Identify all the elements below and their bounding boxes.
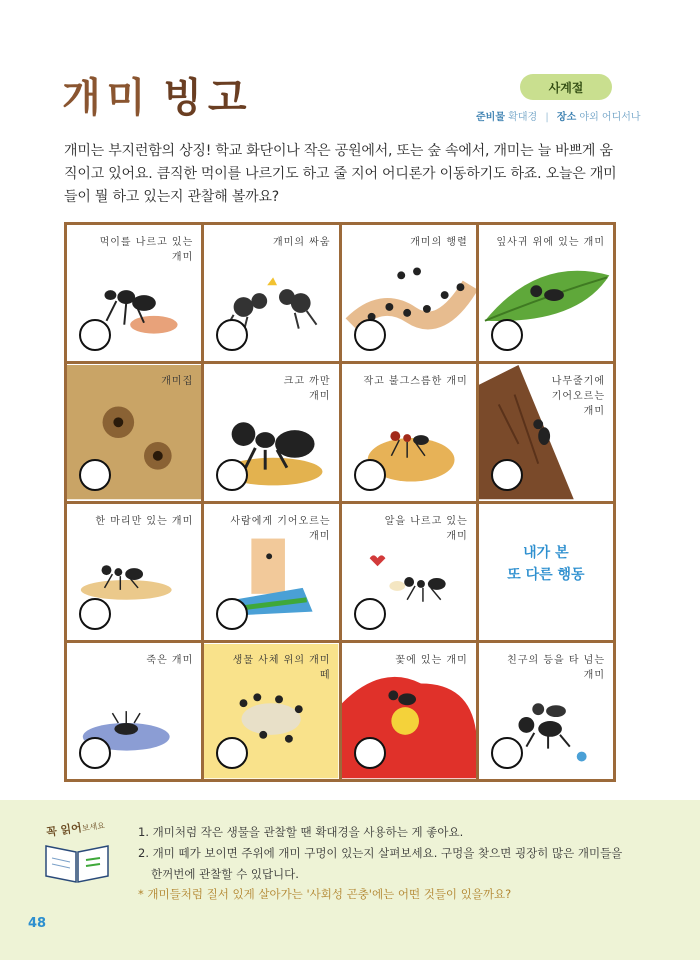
must-read-tag: 꼭 읽어보세요	[45, 820, 106, 840]
bingo-cell[interactable]	[204, 643, 338, 779]
cell-label: 크고 까만 개미	[283, 376, 331, 403]
bingo-cell[interactable]	[67, 643, 201, 779]
bingo-cell[interactable]	[67, 504, 201, 640]
bingo-check-circle[interactable]	[491, 737, 523, 769]
cell-label: 개미의 싸움	[273, 237, 331, 248]
bingo-cell[interactable]	[342, 225, 476, 361]
bingo-check-circle[interactable]	[354, 737, 386, 769]
bingo-check-circle[interactable]	[79, 459, 111, 491]
title-part1: 개미	[62, 75, 152, 121]
tip-item-continued: 한꺼번에 관찰할 수 있답니다.	[151, 867, 299, 881]
prep-separator: |	[545, 112, 549, 123]
cell-label: 생물 사체 위의 개미 떼	[232, 654, 331, 681]
tip-item: 2. 개미 떼가 보이면 주위에 개미 구멍이 있는지 살펴보세요. 구멍을 찾으면 굉장히 많은 개미들을	[138, 846, 623, 860]
bingo-cell[interactable]	[342, 643, 476, 779]
cell-label: 개미집	[161, 376, 194, 388]
title-part2: 빙고	[163, 75, 253, 121]
season-badge: 사계절	[520, 74, 612, 100]
bingo-check-circle[interactable]	[354, 459, 386, 491]
prep-label-place: 장소	[556, 112, 577, 123]
bingo-cell-free[interactable]	[479, 504, 613, 640]
bingo-cell[interactable]	[342, 364, 476, 500]
cell-label: 친구의 등을 타 넘는 개미	[507, 654, 605, 681]
cell-label: 잎사귀 위에 있는 개미	[496, 237, 605, 248]
bingo-cell[interactable]	[204, 225, 338, 361]
page-title	[62, 66, 253, 123]
tips-list	[138, 822, 658, 885]
prep-label-materials: 준비물	[476, 112, 505, 123]
intro-paragraph: 개미는 부지런함의 상징! 학교 화단이나 작은 공원에서, 또는 숲 속에서, 개미는 늘 바쁘게 움직이고 있어요. 큼직한 먹이를 나르기도 하고 줄 지어 어디론가 이동하기도 하죠. 오늘은 개미들이 뭘 하고 있는지 관찰해 볼까요?	[64, 143, 617, 205]
cell-label: 작고 불그스름한 개미	[363, 376, 468, 388]
bingo-check-circle[interactable]	[79, 737, 111, 769]
bingo-check-circle[interactable]	[216, 737, 248, 769]
cell-label: 나무줄기에 기어오르는 개미	[551, 376, 605, 418]
bingo-cell[interactable]	[479, 225, 613, 361]
bingo-grid	[64, 222, 616, 782]
page-number: 48	[28, 916, 47, 931]
note-question: * 개미들처럼 질서 있게 살아가는 '사회성 곤충'에는 어떤 것들이 있을까요?	[138, 887, 512, 901]
bingo-cell[interactable]	[67, 225, 201, 361]
bingo-cell[interactable]	[479, 643, 613, 779]
bingo-check-circle[interactable]	[79, 319, 111, 351]
cell-label: 한 마리만 있는 개미	[95, 515, 194, 527]
bingo-check-circle[interactable]	[79, 598, 111, 630]
cell-label: 먹이를 나르고 있는 개미	[99, 237, 194, 263]
cell-label: 개미의 행렬	[410, 237, 468, 248]
prep-info	[476, 108, 641, 123]
cell-label: 알을 나르고 있는 개미	[384, 515, 468, 542]
prep-value-materials: 확대경	[508, 112, 538, 123]
cell-label: 사람에게 기어오르는 개미	[230, 515, 331, 542]
cell-label: 죽은 개미	[146, 654, 194, 666]
tip-item: 1. 개미처럼 작은 생물을 관찰할 땐 확대경을 사용하는 게 좋아요.	[138, 825, 464, 839]
cell-label: 꽃에 있는 개미	[395, 654, 468, 666]
bingo-cell[interactable]	[342, 504, 476, 640]
bingo-cell[interactable]	[479, 364, 613, 500]
open-book-icon	[42, 838, 112, 884]
bingo-check-circle[interactable]	[491, 319, 523, 351]
free-cell-text: 내가 본 또 다른 행동	[507, 544, 585, 583]
bingo-cell[interactable]	[204, 364, 338, 500]
bingo-cell[interactable]	[67, 364, 201, 500]
bingo-cell[interactable]	[204, 504, 338, 640]
bingo-check-circle[interactable]	[354, 598, 386, 630]
bingo-check-circle[interactable]	[354, 319, 386, 351]
prep-value-place: 야외 어디서나	[579, 112, 641, 123]
bingo-check-circle[interactable]	[216, 598, 248, 630]
bingo-check-circle[interactable]	[216, 459, 248, 491]
bingo-check-circle[interactable]	[491, 459, 523, 491]
